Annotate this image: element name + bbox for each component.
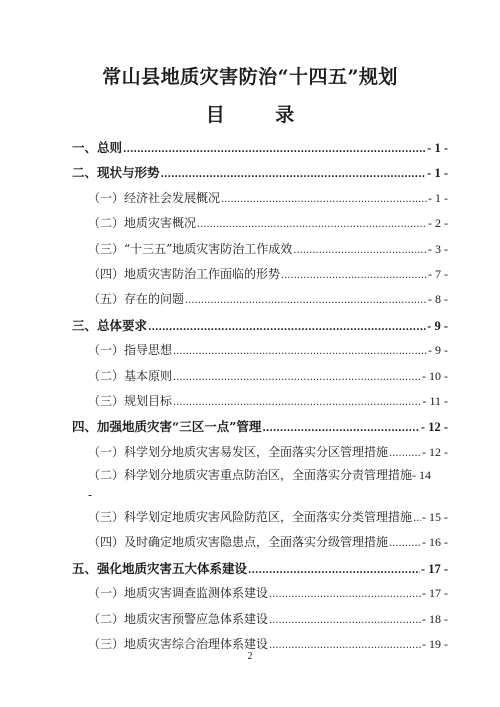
- toc-entry[interactable]: [72, 440, 448, 465]
- toc-entry[interactable]: [72, 262, 448, 287]
- toc-leader-dots: [389, 441, 421, 466]
- table-of-contents: [72, 135, 448, 657]
- toc-entry-label: 一、总则: [72, 140, 123, 155]
- toc-entry-page: - 7 -: [428, 266, 448, 281]
- toc-entry-label: 三、总体要求: [72, 317, 148, 333]
- toc-entry-label: （三）规划目标: [88, 393, 173, 408]
- toc-entry[interactable]: [72, 186, 448, 211]
- toc-entry-page: - 17 -: [420, 561, 448, 576]
- toc-entry[interactable]: [72, 556, 448, 581]
- toc-leader-dots: [248, 558, 420, 583]
- toc-heading: 目 录: [205, 104, 317, 126]
- toc-entry-page: - 10 -: [422, 368, 448, 383]
- toc-entry-page: - 17 -: [422, 586, 448, 601]
- toc-entry-label: （四）及时确定地质灾害隐患点，全面落实分级管理措施: [88, 535, 389, 550]
- toc-entry[interactable]: [72, 414, 448, 439]
- toc-leader-dots: [413, 506, 421, 531]
- toc-leader-dots: [161, 162, 427, 187]
- toc-entry[interactable]: [72, 465, 448, 505]
- toc-entry-label: （一）地质灾害调查监测体系建设: [88, 586, 269, 601]
- toc-entry-page: - 12 -: [422, 444, 448, 459]
- toc-entry-page: - 8 -: [428, 292, 448, 307]
- toc-entry-page: - 3 -: [428, 241, 448, 256]
- toc-entry-label: （一）科学划分地质灾害易发区，全面落实分区管理措施: [88, 444, 389, 459]
- toc-entry-page: - 16 -: [422, 535, 448, 550]
- toc-entry[interactable]: [72, 607, 448, 632]
- toc-leader-dots: [281, 263, 427, 288]
- toc-entry-label: 四、加强地质灾害“三区一点”管理: [72, 419, 262, 435]
- toc-entry-page: - 11 -: [422, 393, 448, 408]
- toc-entry-page: - 14: [412, 468, 432, 483]
- toc-entry-page: - 9 -: [427, 318, 448, 333]
- toc-entry-page: - 19 -: [422, 637, 448, 652]
- toc-entry[interactable]: [72, 505, 448, 530]
- toc-leader-dots: [197, 212, 427, 237]
- document-title: 常山县地质灾害防治“十四五”规划: [102, 66, 398, 88]
- toc-leader-dots: [173, 390, 421, 415]
- toc-entry[interactable]: [72, 581, 448, 606]
- toc-leader-dots: [185, 288, 427, 313]
- page-number: 2: [247, 651, 253, 662]
- toc-leader-dots: [269, 608, 421, 633]
- toc-leader-dots: [148, 315, 426, 340]
- toc-entry-label: （三）科学划定地质灾害风险防范区，全面落实分类管理措施: [88, 510, 413, 525]
- toc-entry-label: （二）科学划分地质灾害重点防治区，全面落实分责管理措施: [88, 468, 413, 483]
- toc-entry-label: （三）地质灾害综合治理体系建设: [88, 637, 269, 652]
- toc-entry-label: （二）地质灾害概况: [88, 216, 197, 231]
- toc-entry-label: （二）基本原则: [88, 368, 173, 383]
- toc-entry-label: 五、强化地质灾害五大体系建设: [72, 560, 248, 576]
- toc-entry[interactable]: [72, 530, 448, 555]
- toc-entry-page: - 1 -: [427, 141, 448, 155]
- toc-entry-label: （四）地质灾害防治工作面临的形势: [88, 266, 281, 281]
- toc-leader-dots: [389, 531, 421, 556]
- toc-entry-page: - 1 -: [428, 190, 448, 205]
- toc-leader-dots: [173, 365, 421, 390]
- toc-entry-label: 二、现状与形势: [72, 165, 160, 181]
- toc-entry-page: - 1 -: [427, 166, 448, 181]
- toc-entry[interactable]: [72, 389, 448, 414]
- toc-entry[interactable]: [72, 313, 448, 338]
- toc-leader-dots: [173, 339, 427, 364]
- toc-entry-page: - 9 -: [428, 343, 448, 358]
- toc-entry-label: （二）地质灾害预警应急体系建设: [88, 611, 269, 626]
- toc-entry-label: （一）经济社会发展概况: [88, 190, 221, 205]
- toc-leader-dots: [262, 416, 420, 441]
- toc-entry-label: （三）“十三五”地质灾害防治工作成效: [88, 241, 293, 256]
- toc-entry-page-continuation: -: [88, 488, 93, 503]
- toc-entry-page: - 12 -: [420, 420, 448, 435]
- toc-entry[interactable]: [72, 237, 448, 262]
- toc-leader-dots: [293, 238, 427, 263]
- toc-entry[interactable]: [72, 338, 448, 363]
- toc-entry[interactable]: [72, 364, 448, 389]
- toc-leader-dots: [269, 582, 421, 607]
- toc-entry-page: - 15 -: [422, 510, 448, 525]
- toc-entry-label: （一）指导思想: [88, 343, 173, 358]
- toc-leader-dots: [221, 187, 427, 212]
- toc-entry[interactable]: [72, 135, 448, 160]
- toc-entry-label: （五）存在的问题: [88, 292, 185, 307]
- toc-entry-page: - 18 -: [422, 611, 448, 626]
- toc-entry[interactable]: [72, 287, 448, 312]
- toc-entry[interactable]: [72, 211, 448, 236]
- toc-entry[interactable]: [72, 160, 448, 185]
- toc-entry-page: - 2 -: [428, 216, 448, 231]
- toc-leader-dots: [123, 137, 426, 162]
